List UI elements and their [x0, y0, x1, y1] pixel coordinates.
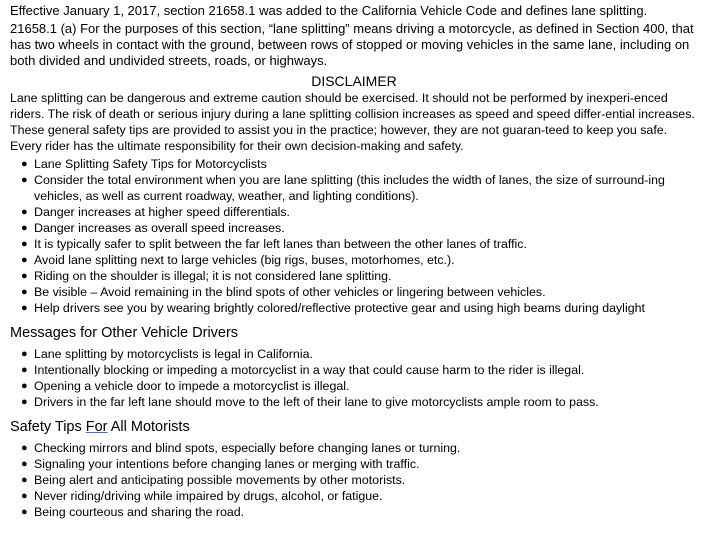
bullet-icon: ● [21, 458, 28, 470]
list-item-text: Lane splitting by motorcyclists is legal in California. [34, 347, 313, 361]
list-item-text: Intentionally blocking or impeding a motorcyclist in a way that could cause harm to the rider is illegal. [34, 363, 585, 377]
bullet-icon: ● [21, 174, 28, 186]
list-item [10, 284, 698, 300]
list-item-text: Drivers in the far left lane should move to the left of their lane to give motorcyclists ample room to pass. [34, 395, 599, 409]
bullet-icon: ● [21, 506, 28, 518]
bullet-icon: ● [21, 222, 28, 234]
bullet-icon: ● [21, 206, 28, 218]
other-drivers-heading: Messages for Other Vehicle Drivers [10, 325, 239, 341]
list-item [10, 220, 698, 236]
list-item [10, 172, 698, 204]
bullet-icon: ● [21, 348, 28, 360]
list-item-text: Avoid lane splitting next to large vehicles (big rigs, buses, motorhomes, etc.). [34, 253, 455, 267]
all-motorists-list [10, 440, 698, 520]
list-item-text: Danger increases as overall speed increases. [34, 221, 285, 235]
list-item-text: It is typically safer to split between the far left lanes than between the other lanes of traffic. [34, 237, 527, 251]
other-drivers-list [10, 346, 698, 410]
list-item-text: Being alert and anticipating possible movements by other motorists. [34, 473, 406, 487]
list-item-text: Being courteous and sharing the road. [34, 505, 245, 519]
list-item [10, 346, 698, 362]
bullet-icon: ● [21, 254, 28, 266]
heading-text-start: Safety Tips [10, 419, 86, 435]
list-item-text: Checking mirrors and blind spots, especially before changing lanes or turning. [34, 441, 461, 455]
list-item [10, 204, 698, 220]
list-item [10, 504, 698, 520]
list-item [10, 440, 698, 456]
bullet-icon: ● [21, 364, 28, 376]
list-item-text: Danger increases at higher speed differentials. [34, 205, 290, 219]
list-item-text: Consider the total environment when you are lane splitting (this includes the width of lanes, the size of surround-ing vehicles, as well as current roadway, weather, and lighting conditions). [34, 173, 665, 203]
heading-text-end: All Motorists [107, 419, 190, 435]
list-item-text: Signaling your intentions before changing lanes or merging with traffic. [34, 457, 420, 471]
list-item-text: Opening a vehicle door to impede a motorcyclist is illegal. [34, 379, 350, 393]
bullet-icon: ● [21, 286, 28, 298]
list-item [10, 268, 698, 284]
bullet-icon: ● [21, 474, 28, 486]
bullet-icon: ● [21, 396, 28, 408]
intro-paragraph: Effective January 1, 2017, section 21658.1 was added to the California Vehicle Code and defines lane splitting. [10, 3, 648, 18]
motorcyclist-tips-list [10, 156, 698, 316]
bullet-icon: ● [21, 158, 28, 170]
list-item [10, 488, 698, 504]
bullet-icon: ● [21, 490, 28, 502]
list-item [10, 394, 698, 410]
list-item-text: Lane Splitting Safety Tips for Motorcyclists [34, 157, 267, 171]
definition-paragraph: 21658.1 (a) For the purposes of this section, “lane splitting” means driving a motorcycle, as defined in Section 400, that has two wheels in contact with the ground, between rows of stopped or moving vehicles in the same lane, including on both divided and undivided streets, roads, or highways. [10, 21, 694, 68]
heading-underlined-word: For [85, 419, 108, 435]
list-item [10, 378, 698, 394]
list-item [10, 236, 698, 252]
list-item [10, 252, 698, 268]
list-item-text: Help drivers see you by wearing brightly colored/reflective protective gear and using high beams during daylight [34, 301, 645, 315]
list-item [10, 156, 698, 172]
all-motorists-heading [10, 418, 698, 436]
list-item [10, 472, 698, 488]
document-page [10, 3, 698, 520]
list-item [10, 300, 698, 316]
list-item-text: Riding on the shoulder is illegal; it is not considered lane splitting. [34, 269, 392, 283]
bullet-icon: ● [21, 380, 28, 392]
list-item [10, 456, 698, 472]
bullet-icon: ● [21, 442, 28, 454]
bullet-icon: ● [21, 238, 28, 250]
disclaimer-paragraph: Lane splitting can be dangerous and extreme caution should be exercised. It should not be performed by inexperi-enced riders. The risk of death or serious injury during a lane splitting collision increases as speed and speed differ-ential increases. These general safety tips are provided to assist you in the practice; however, they are not guaran-teed to keep you safe. Every rider has the ultimate responsibility for their own decision-making and safety. [10, 91, 695, 153]
list-item [10, 362, 698, 378]
list-item-text: Never riding/driving while impaired by drugs, alcohol, or fatigue. [34, 489, 383, 503]
bullet-icon: ● [21, 302, 28, 314]
disclaimer-heading: DISCLAIMER [311, 73, 397, 89]
list-item-text: Be visible – Avoid remaining in the blind spots of other vehicles or lingering between vehicles. [34, 285, 546, 299]
bullet-icon: ● [21, 270, 28, 282]
